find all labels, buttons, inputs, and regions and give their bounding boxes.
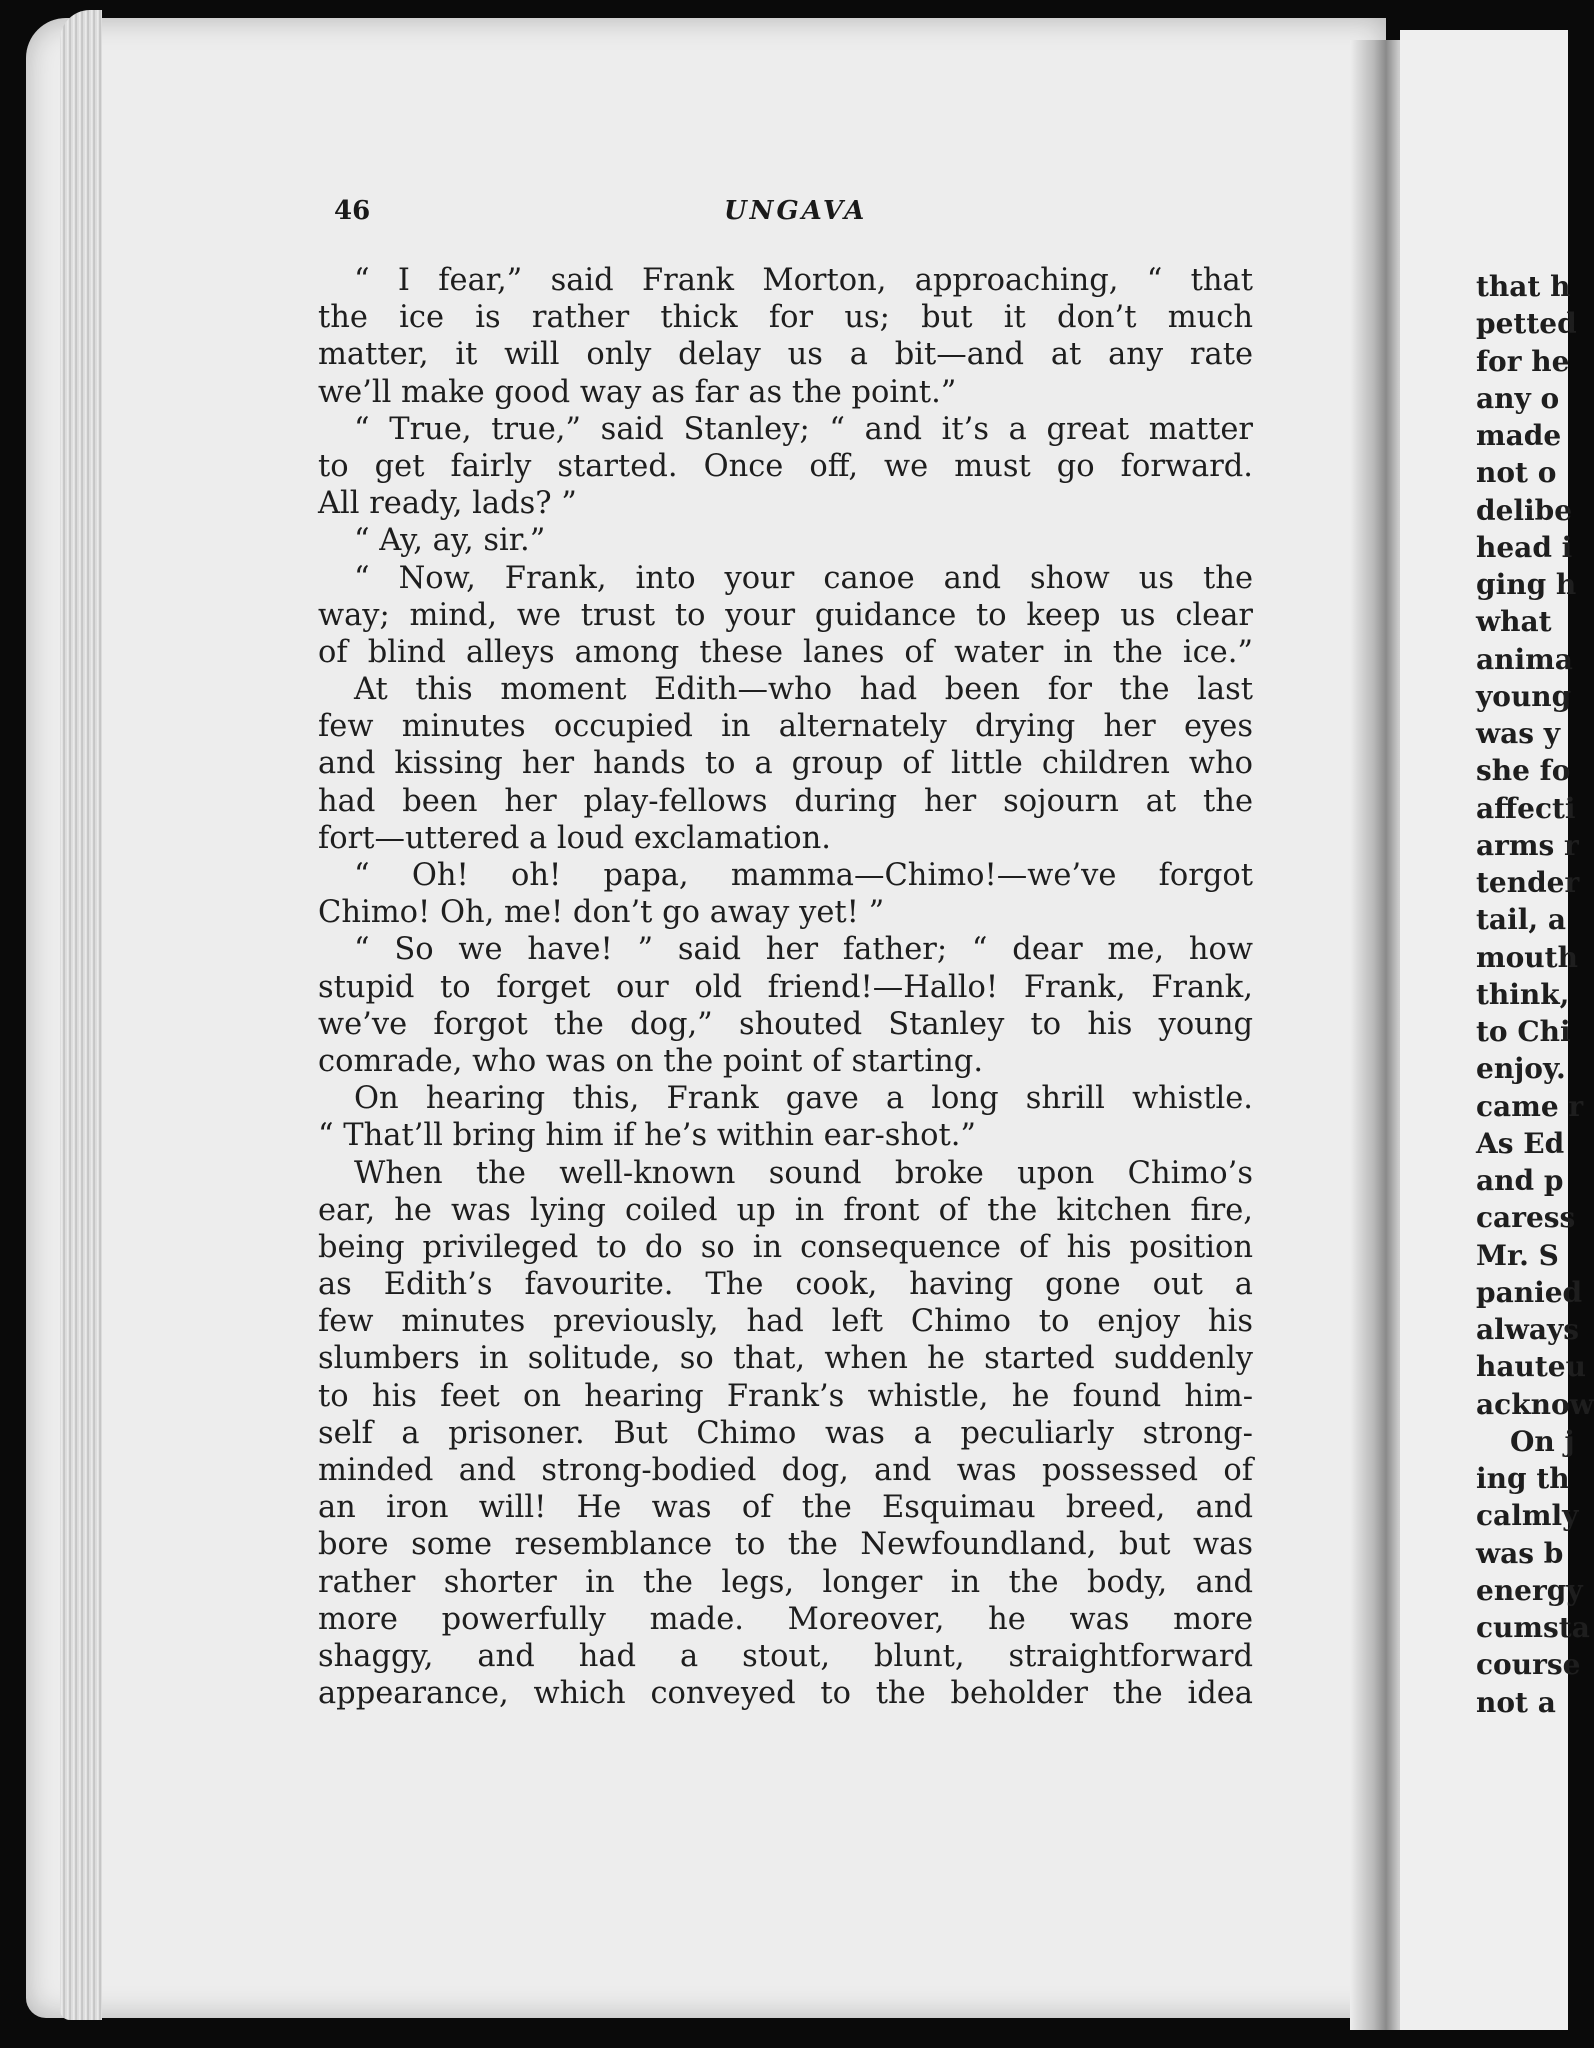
text-line: panied <box>1476 1275 1583 1309</box>
text-line: appearance, which conveyed to the beholder the idea <box>318 1676 1253 1712</box>
text-line: had been her play-fellows during her sojourn at the <box>318 783 1253 819</box>
text-line: affecti <box>1476 791 1576 825</box>
text-line: an iron will! He was of the Esquimau breed, and <box>318 1490 1253 1526</box>
text-line: course <box>1476 1648 1581 1682</box>
text-line: to his feet on hearing Frank’s whistle, he found him- <box>318 1378 1253 1414</box>
text-line: slumbers in solitude, so that, when he started suddenly <box>318 1341 1253 1377</box>
text-line: calmly <box>1476 1499 1579 1533</box>
text-line: as Edith’s favourite. The cook, having gone out a <box>318 1267 1253 1303</box>
text-line: ear, he was lying coiled up in front of the kitchen fire, <box>318 1192 1253 1228</box>
text-line: rather shorter in the legs, longer in the body, and <box>318 1564 1253 1600</box>
text-line: matter, it will only delay us a bit—and at any rate <box>318 337 1253 373</box>
page-number: 46 <box>334 196 371 226</box>
text-line: self a prisoner. But Chimo was a peculiarly strong- <box>318 1415 1253 1451</box>
text-line: As Ed <box>1476 1126 1565 1160</box>
text-line: that h <box>1476 270 1571 303</box>
text-line: bore some resemblance to the Newfoundland, but was <box>318 1527 1253 1563</box>
text-line: “ Ay, ay, sir.” <box>354 523 546 559</box>
text-line: came r <box>1476 1089 1584 1123</box>
text-line: All ready, lads? ” <box>318 486 577 522</box>
text-line: think, <box>1476 977 1570 1011</box>
text-line: what <box>1476 605 1552 639</box>
text-line: “ I fear,” said Frank Morton, approaching, “ that <box>354 263 1253 298</box>
left-page-text <box>318 262 1253 1712</box>
text-line: to get fairly started. Once off, we must go forward. <box>318 448 1253 484</box>
text-line: ging h <box>1476 568 1577 601</box>
text-line: we’ve forgot the dog,” shouted Stanley to his young <box>318 1006 1253 1042</box>
text-line: to Chi <box>1476 1015 1571 1048</box>
text-line: petted <box>1476 307 1577 341</box>
text-line: “ True, true,” said Stanley; “ and it’s a great matter <box>354 411 1253 447</box>
text-line: tail, a <box>1476 903 1566 937</box>
text-line: hauteu <box>1476 1350 1586 1384</box>
text-line: “ Oh! oh! papa, mamma—Chimo!—we’ve forgot <box>354 858 1253 893</box>
text-line: more powerfully made. Moreover, he was more <box>318 1601 1253 1637</box>
text-line: comrade, who was on the point of starting. <box>318 1043 984 1079</box>
text-line: she fo <box>1476 754 1571 788</box>
text-line: tender <box>1476 866 1580 899</box>
text-line: energy <box>1476 1573 1583 1607</box>
text-line: shaggy, and had a stout, blunt, straightforward <box>318 1638 1253 1674</box>
text-line: ing th <box>1476 1462 1570 1495</box>
text-line: was y <box>1476 717 1561 750</box>
text-line: When the well-known sound broke upon Chimo’s <box>354 1155 1253 1191</box>
text-line: mouth <box>1476 940 1578 974</box>
text-line: way; mind, we trust to your guidance to keep us clear <box>318 597 1253 633</box>
text-line: any o <box>1476 381 1560 415</box>
right-page-text <box>1476 268 1594 1721</box>
text-line: fort—uttered a loud exclamation. <box>318 820 831 856</box>
text-line: arms r <box>1476 828 1579 862</box>
text-line: Chimo! Oh, me! don’t go away yet! ” <box>318 895 885 931</box>
text-line: “ Now, Frank, into your canoe and show us the <box>354 560 1253 596</box>
text-line: anima <box>1476 642 1573 676</box>
text-line: the ice is rather thick for us; but it don’t much <box>318 300 1253 336</box>
text-line: delibe <box>1476 493 1573 527</box>
text-line: Mr. S <box>1476 1238 1559 1272</box>
text-line: of blind alleys among these lanes of water in the ice.” <box>318 634 1253 670</box>
running-head <box>334 196 1239 236</box>
text-line: being privileged to do so in consequence of his position <box>318 1229 1253 1265</box>
running-title: UNGAVA <box>724 196 868 226</box>
page-edges <box>60 10 102 2020</box>
text-line: acknow <box>1476 1387 1594 1421</box>
text-line: for he <box>1476 344 1570 378</box>
text-line: and p <box>1476 1164 1564 1197</box>
text-line: “ That’ll bring him if he’s within ear-shot.” <box>318 1118 976 1154</box>
text-line: On j <box>1510 1424 1575 1458</box>
text-line: few minutes previously, had left Chimo to enjoy his <box>318 1304 1253 1340</box>
text-line: enjoy. <box>1476 1052 1566 1086</box>
text-line: not a <box>1476 1685 1556 1719</box>
text-line: cumsta <box>1476 1611 1590 1644</box>
text-line: caress <box>1476 1201 1576 1235</box>
text-line: made <box>1476 419 1562 452</box>
text-line: we’ll make good way as far as the point.” <box>318 374 957 410</box>
text-line: was b <box>1476 1536 1564 1570</box>
text-line: and kissing her hands to a group of little children who <box>318 746 1253 782</box>
text-line: always <box>1476 1313 1580 1346</box>
text-line: few minutes occupied in alternately drying her eyes <box>318 709 1253 745</box>
text-line: “ So we have! ” said her father; “ dear me, how <box>354 932 1253 968</box>
text-line: At this moment Edith—who had been for the last <box>354 672 1253 708</box>
text-line: minded and strong-bodied dog, and was possessed of <box>318 1453 1253 1488</box>
text-line: not o <box>1476 456 1557 490</box>
text-line: On hearing this, Frank gave a long shrill whistle. <box>354 1081 1253 1117</box>
text-line: young <box>1476 679 1572 713</box>
text-line: stupid to forget our old friend!—Hallo! Frank, Frank, <box>318 969 1253 1005</box>
text-line: head i <box>1476 530 1573 564</box>
